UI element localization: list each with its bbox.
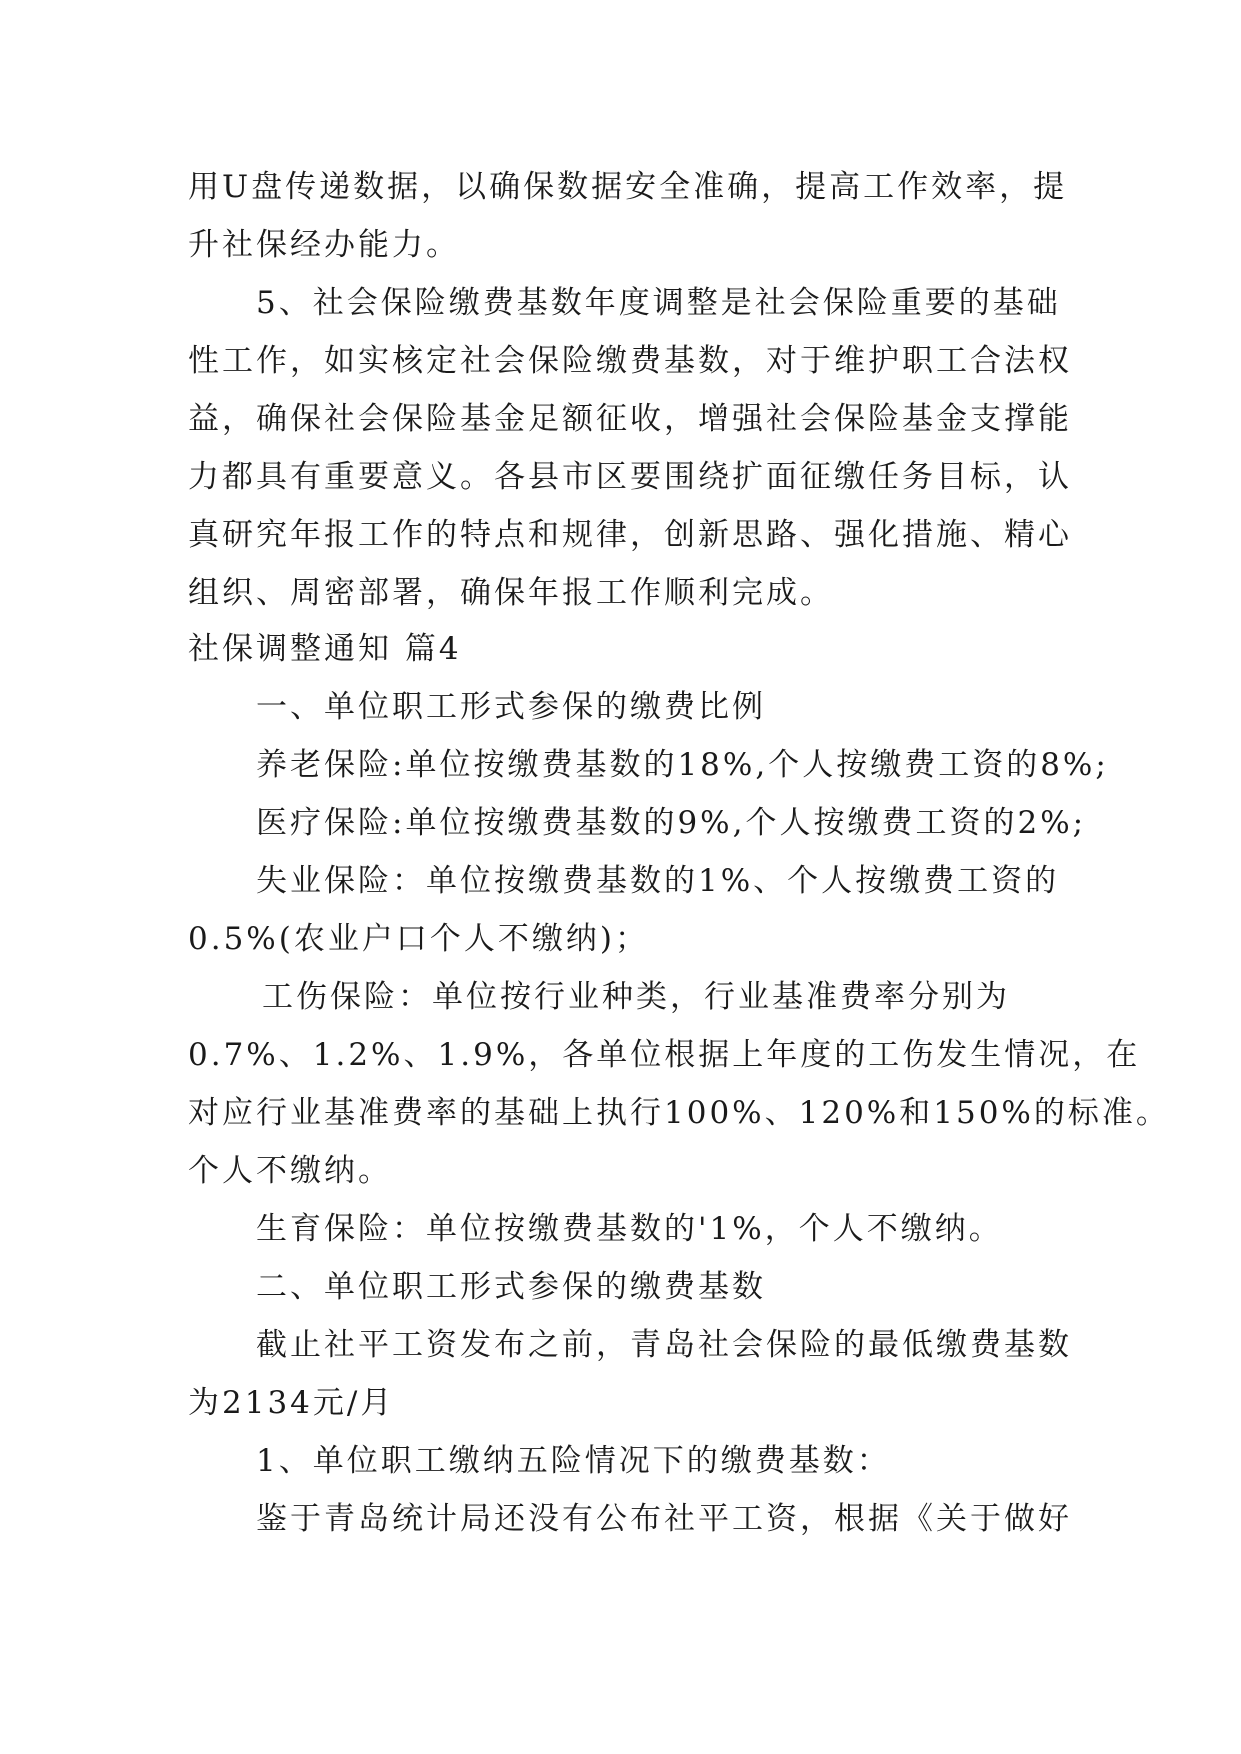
body-text-line: 工伤保险：单位按行业种类，行业基准费率分别为 (262, 979, 1010, 1015)
body-text-line: 生育保险：单位按缴费基数的'1%，个人不缴纳。 (256, 1211, 1003, 1247)
subsection-heading: 二、单位职工形式参保的缴费基数 (256, 1269, 766, 1305)
body-text-line: 0.7%、1.2%、1.9%，各单位根据上年度的工伤发生情况，在 (188, 1037, 1141, 1073)
body-text-line: 真研究年报工作的特点和规律，创新思路、强化措施、精心 (188, 517, 1072, 553)
body-text-line: 失业保险：单位按缴费基数的1%、个人按缴费工资的 (256, 863, 1060, 899)
body-text-line: 对应行业基准费率的基础上执行100%、120%和150%的标准。 (188, 1095, 1170, 1131)
body-text-line: 0.5%(农业户口个人不缴纳)； (188, 921, 649, 957)
body-text-line: 为2134元/月 (188, 1385, 395, 1421)
body-text-line: 养老保险:单位按缴费基数的18%,个人按缴费工资的8%; (256, 747, 1109, 783)
body-text-line: 性工作，如实核定社会保险缴费基数，对于维护职工合法权 (188, 343, 1072, 379)
body-text-line: 1、单位职工缴纳五险情况下的缴费基数： (256, 1443, 891, 1479)
body-text-line: 5、社会保险缴费基数年度调整是社会保险重要的基础 (256, 285, 1061, 321)
body-text-line: 益，确保社会保险基金足额征收，增强社会保险基金支撑能 (188, 401, 1072, 437)
body-text-line: 力都具有重要意义。各县市区要围绕扩面征缴任务目标，认 (188, 459, 1072, 495)
body-text-line: 升社保经办能力。 (188, 227, 460, 263)
body-text-line: 用U盘传递数据，以确保数据安全准确，提高工作效率，提 (188, 169, 1068, 205)
section-heading: 社保调整通知 篇4 (188, 631, 462, 667)
body-text-line: 鉴于青岛统计局还没有公布社平工资，根据《关于做好 (256, 1501, 1072, 1537)
body-text-line: 个人不缴纳。 (188, 1153, 392, 1189)
body-text-line: 组织、周密部署，确保年报工作顺利完成。 (188, 575, 834, 611)
body-text-line: 截止社平工资发布之前，青岛社会保险的最低缴费基数 (256, 1327, 1072, 1363)
body-text-line: 医疗保险:单位按缴费基数的9%,个人按缴费工资的2%; (256, 805, 1087, 841)
subsection-heading: 一、单位职工形式参保的缴费比例 (256, 689, 766, 725)
